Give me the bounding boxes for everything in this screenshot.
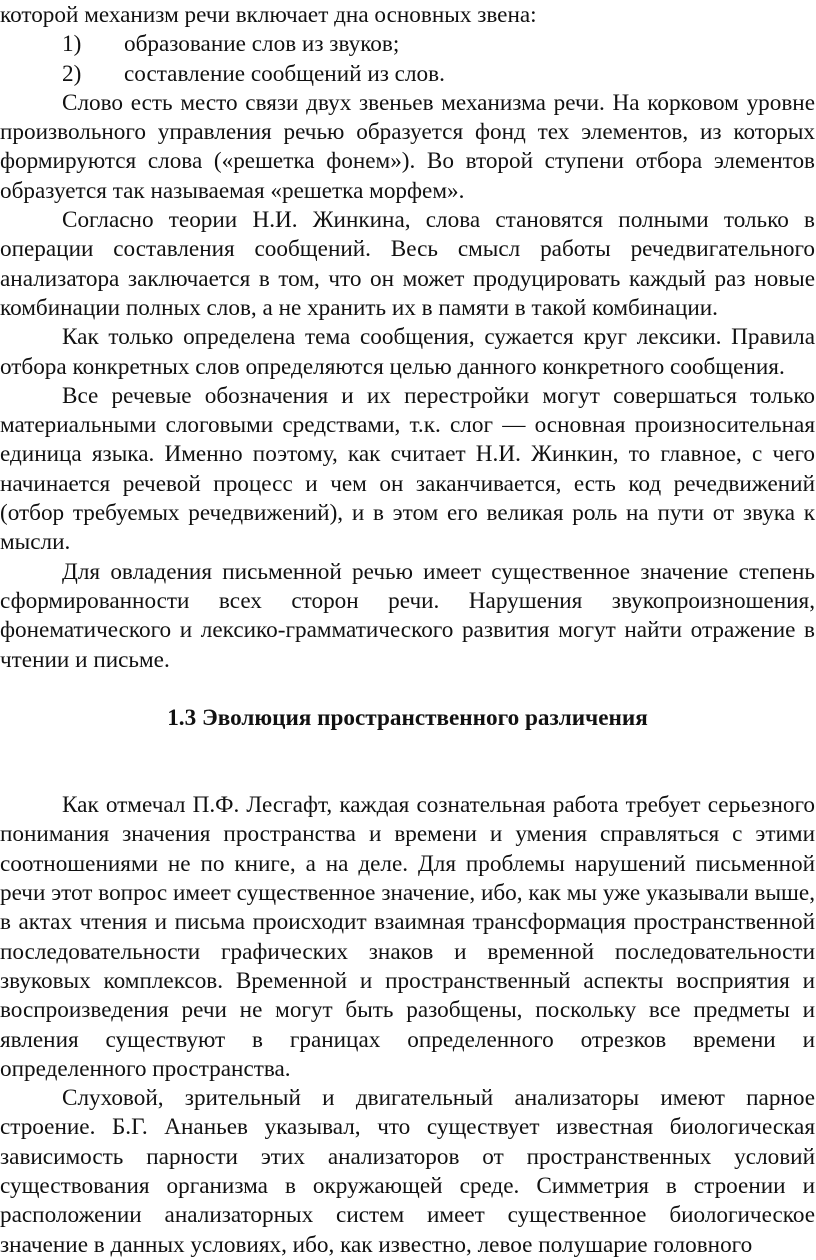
paragraph-written-speech: Для овладения письменной речью имеет существенное значение степень сформированности всех сторон речи. Нарушения звукопроизношения, фонематического и лексико-грамматического развития могут найти отражение в чтении и письме. [0, 558, 815, 673]
paragraph-zhinkin-theory: Согласно теории Н.И. Жинкина, слова становятся полными только в операции составления сообщений. Весь смысл работы речедвигательного анализатора заключается в том, что он может продуцировать каждый раз новые комбинации полных слов, а не хранить их в памяти в такой комбинации. [0, 207, 815, 321]
paragraph-message-topic: Как только определена тема сообщения, сужается круг лексики. Правила отбора конкретных слов определяются целью данного конкретного сообщения. [0, 324, 815, 380]
list-item-1 [62, 30, 815, 59]
paragraph-syllable: Все речевые обозначения и их перестройки могут совершаться только материальными слоговыми средствами, т.к. слог — основная произносительная единица языка. Именно поэтому, как считает Н.И. Жинкин, то главное, с чего начинается речевой процесс и чем он заканчивается, есть код речедвижений (отбор требуемых речедвижений), и в этом его великая роль на пути от звука к мысли. [0, 382, 815, 556]
list-item-2 [62, 60, 815, 89]
paragraph-analyzers: Слуховой, зрительный и двигательный анализаторы имеют парное строение. Б.Г. Ананьев указывал, что существует известная биологическая зависимость парности этих анализаторов от пространственных условий существования организма в окружающей среде. Симметрия в строении и расположении анализаторных систем имеет существенное биологическое значение в данных условиях, ибо, как известно, левое полушарие головного [0, 1085, 815, 1258]
paragraph-word-link: Слово есть место связи двух звеньев механизма речи. На корковом уровне произвольного управления речью образуется фонд тех элементов, из которых формируются слова («решетка фонем»). Во второй ступени отбора элементов образуется так называемая «решетка морфем». [0, 89, 815, 204]
intro-line: которой механизм речи включает дна основных звена: [0, 2, 537, 28]
list-text: образование слов из звуков; [124, 31, 400, 58]
paragraph-lesgaft: Как отмечал П.Ф. Лесгафт, каждая сознательная работа требует серьезного понимания значения пространства и времени и умения справляться с этими соотношениями не по книге, а на деле. Для проблемы нарушений письменной речи этот вопрос имеет существенное значение, ибо, как мы уже указывали выше, в актах чтения и письма происходит взаимная трансформация пространственной последовательности графических знаков и временной последовательности звуковых комплексов. Временной и пространственный аспекты восприятия и воспроизведения речи не могут быть разобщены, поскольку все предметы и явления существуют в границах определенного отрезков времени и определенного пространства. [0, 792, 815, 1082]
document-body [0, 1, 815, 1260]
list-number: 1) [62, 31, 82, 58]
list-number: 2) [62, 60, 82, 87]
list-text: составление сообщений из слов. [124, 60, 445, 87]
section-heading: 1.3 Эволюция пространственного различения [167, 704, 648, 731]
